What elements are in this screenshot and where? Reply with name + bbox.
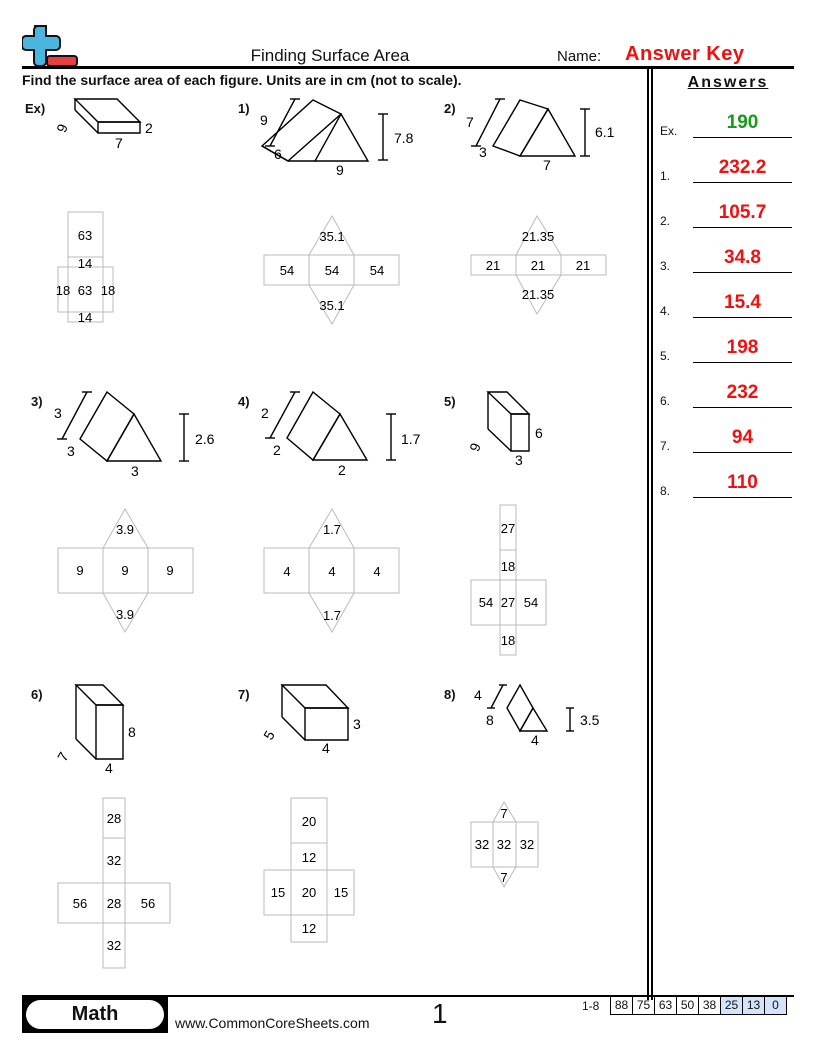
net-face: 18 (500, 559, 516, 574)
answer-line (693, 497, 792, 498)
answer-line (693, 452, 792, 453)
answer-value: 15.4 (724, 292, 761, 313)
rectangular-prism-figure-5 (488, 392, 529, 451)
answer-value: 110 (727, 472, 758, 493)
net-face: 7 (500, 806, 508, 821)
net-8 (471, 802, 538, 887)
net-face: 20 (301, 885, 317, 900)
rectangular-prism-figure-ex (75, 99, 140, 133)
dim-height: 2 (145, 120, 153, 136)
answer-label: 6. (660, 394, 671, 408)
net-face: 54 (324, 263, 340, 278)
net-face: 35.1 (319, 229, 345, 244)
dim-depth: 9 (53, 121, 71, 135)
net-face: 9 (121, 563, 129, 578)
dim-length: 9 (260, 112, 268, 128)
net-face: 9 (76, 563, 84, 578)
answer-row-7 (660, 423, 792, 453)
score-cell: 38 (699, 997, 721, 1015)
dim-base: 2 (338, 462, 346, 478)
dim-height: 1.7 (401, 431, 421, 447)
net-face: 54 (478, 595, 494, 610)
dim-depth: 7 (53, 749, 72, 764)
answer-line (693, 317, 792, 318)
dim-height: 6 (535, 425, 543, 441)
answer-line (693, 137, 792, 138)
answer-value: 198 (726, 337, 759, 358)
net-face: 27 (500, 595, 516, 610)
net-face: 27 (500, 521, 516, 536)
instructions: Find the surface area of each figure. Units are in cm (not to scale). (22, 72, 462, 88)
problem-label-7: 7) (238, 687, 250, 702)
dim-base: 4 (531, 732, 539, 748)
score-cell: 0 (765, 997, 787, 1015)
dim-side: 8 (486, 712, 494, 728)
triangular-prism-figure-4 (265, 392, 396, 460)
net-face: 21 (530, 258, 546, 273)
net-face: 20 (301, 814, 317, 829)
net-face: 4 (328, 564, 336, 579)
answer-value: 34.8 (724, 247, 761, 268)
score-cell: 75 (633, 997, 655, 1015)
score-range-label: 1-8 (582, 999, 600, 1013)
net-1 (264, 216, 399, 324)
answer-row-1 (660, 153, 792, 183)
dim-length: 4 (474, 687, 482, 703)
net-6 (58, 798, 170, 968)
answer-label: 8. (660, 484, 671, 498)
dim-width: 4 (105, 760, 113, 776)
net-face: 21.35 (521, 287, 555, 302)
answer-label: 2. (660, 214, 671, 228)
net-face: 4 (283, 564, 291, 579)
name-label: Name: (557, 48, 602, 65)
net-face: 12 (301, 850, 317, 865)
score-cell: 88 (611, 997, 633, 1015)
dim-height: 3 (353, 716, 361, 732)
answer-column-divider (647, 68, 649, 1000)
net-face: 32 (496, 837, 512, 852)
net-face: 54 (279, 263, 295, 278)
problem-label-ex: Ex) (25, 101, 46, 116)
problem-label-2: 2) (444, 101, 456, 116)
dim-side: 2 (273, 442, 281, 458)
net-face: 14 (77, 256, 93, 271)
net-face: 32 (106, 938, 122, 953)
answer-line (693, 182, 792, 183)
triangular-prism-figure-8 (487, 685, 574, 731)
answer-row-2 (660, 198, 792, 228)
answers-heading: Answers (687, 74, 769, 91)
score-cell: 13 (743, 997, 765, 1015)
dim-width: 7 (115, 135, 123, 151)
dim-depth: 9 (466, 440, 484, 454)
answer-line (693, 227, 792, 228)
answer-value: 105.7 (718, 202, 767, 223)
problem-label-6: 6) (31, 687, 43, 702)
dim-height: 8 (128, 724, 136, 740)
answer-value: 190 (726, 112, 759, 133)
problem-label-4: 4) (238, 394, 250, 409)
net-face: 32 (474, 837, 490, 852)
net-face: 3.9 (115, 522, 135, 537)
net-face: 1.7 (322, 522, 342, 537)
net-7 (264, 798, 354, 942)
dim-depth: 5 (260, 727, 278, 743)
dim-length: 2 (261, 405, 269, 421)
net-face: 28 (106, 811, 122, 826)
net-face: 18 (100, 283, 116, 298)
net-5 (471, 505, 546, 655)
dim-height: 6.1 (595, 124, 615, 140)
answer-label: 5. (660, 349, 671, 363)
dim-height: 7.8 (394, 130, 414, 146)
net-3 (58, 509, 193, 632)
name-value: Answer Key (625, 43, 745, 65)
dim-side: 3 (67, 443, 75, 459)
net-face: 32 (106, 853, 122, 868)
net-face: 18 (500, 633, 516, 648)
net-4 (264, 509, 399, 632)
answer-row-8 (660, 468, 792, 498)
net-face: 15 (270, 885, 286, 900)
net-face: 7 (500, 870, 508, 885)
dim-height: 3.5 (580, 712, 600, 728)
page-number: 1 (432, 998, 448, 1029)
dim-base: 9 (336, 162, 344, 178)
answer-label: 4. (660, 304, 671, 318)
answer-line (693, 407, 792, 408)
net-face: 9 (166, 563, 174, 578)
net-face: 63 (77, 283, 93, 298)
problem-label-5: 5) (444, 394, 456, 409)
dim-base: 7 (543, 157, 551, 173)
triangular-prism-figure-1 (262, 99, 388, 161)
problem-label-8: 8) (444, 687, 456, 702)
answer-row-6 (660, 378, 792, 408)
problem-label-3: 3) (31, 394, 43, 409)
dim-length: 3 (54, 405, 62, 421)
dim-side: 6 (274, 146, 282, 162)
net-face: 4 (373, 564, 381, 579)
net-face: 56 (140, 896, 156, 911)
answer-label: Ex. (660, 124, 678, 138)
answer-row-ex (660, 108, 792, 138)
net-face: 21.35 (521, 229, 555, 244)
net-face: 3.9 (115, 607, 135, 622)
rectangular-prism-figure-6 (76, 685, 123, 759)
net-face: 56 (72, 896, 88, 911)
header-divider (22, 66, 794, 69)
answer-label: 7. (660, 439, 671, 453)
net-2 (471, 216, 606, 314)
score-cell: 25 (721, 997, 743, 1015)
net-face: 54 (369, 263, 385, 278)
score-cell: 63 (655, 997, 677, 1015)
answer-value: 94 (731, 427, 754, 448)
dim-width: 4 (322, 740, 330, 756)
rectangular-prism-figure-7 (282, 685, 348, 740)
net-face: 18 (55, 283, 71, 298)
net-face: 28 (106, 896, 122, 911)
triangular-prism-figure-3 (57, 392, 189, 461)
net-ex (55, 212, 116, 322)
answer-line (693, 362, 792, 363)
answer-value: 232 (726, 382, 759, 403)
dim-height: 2.6 (195, 431, 215, 447)
net-face: 32 (519, 837, 535, 852)
answer-column-divider-2 (651, 68, 653, 1000)
net-face: 15 (333, 885, 349, 900)
net-face: 35.1 (319, 298, 345, 313)
net-face: 12 (301, 921, 317, 936)
website-link[interactable]: www.CommonCoreSheets.com (175, 1015, 370, 1031)
worksheet-title: Finding Surface Area (250, 46, 410, 65)
subject-badge: Math (26, 1000, 164, 1029)
dim-length: 7 (466, 114, 474, 130)
net-face: 63 (77, 228, 93, 243)
net-face: 14 (77, 310, 93, 325)
net-face: 1.7 (322, 608, 342, 623)
net-face: 21 (575, 258, 591, 273)
net-face: 21 (485, 258, 501, 273)
answer-row-3 (660, 243, 792, 273)
triangular-prism-figure-2 (471, 99, 590, 156)
dim-width: 3 (515, 452, 523, 468)
score-table (610, 997, 787, 1015)
answer-row-5 (660, 333, 792, 363)
dim-side: 3 (479, 144, 487, 160)
answer-value: 232.2 (718, 157, 767, 178)
answer-row-4 (660, 288, 792, 318)
dim-base: 3 (131, 463, 139, 479)
score-cell: 50 (677, 997, 699, 1015)
answer-line (693, 272, 792, 273)
net-face: 54 (523, 595, 539, 610)
answer-label: 3. (660, 259, 671, 273)
problem-label-1: 1) (238, 101, 250, 116)
answer-label: 1. (660, 169, 671, 183)
